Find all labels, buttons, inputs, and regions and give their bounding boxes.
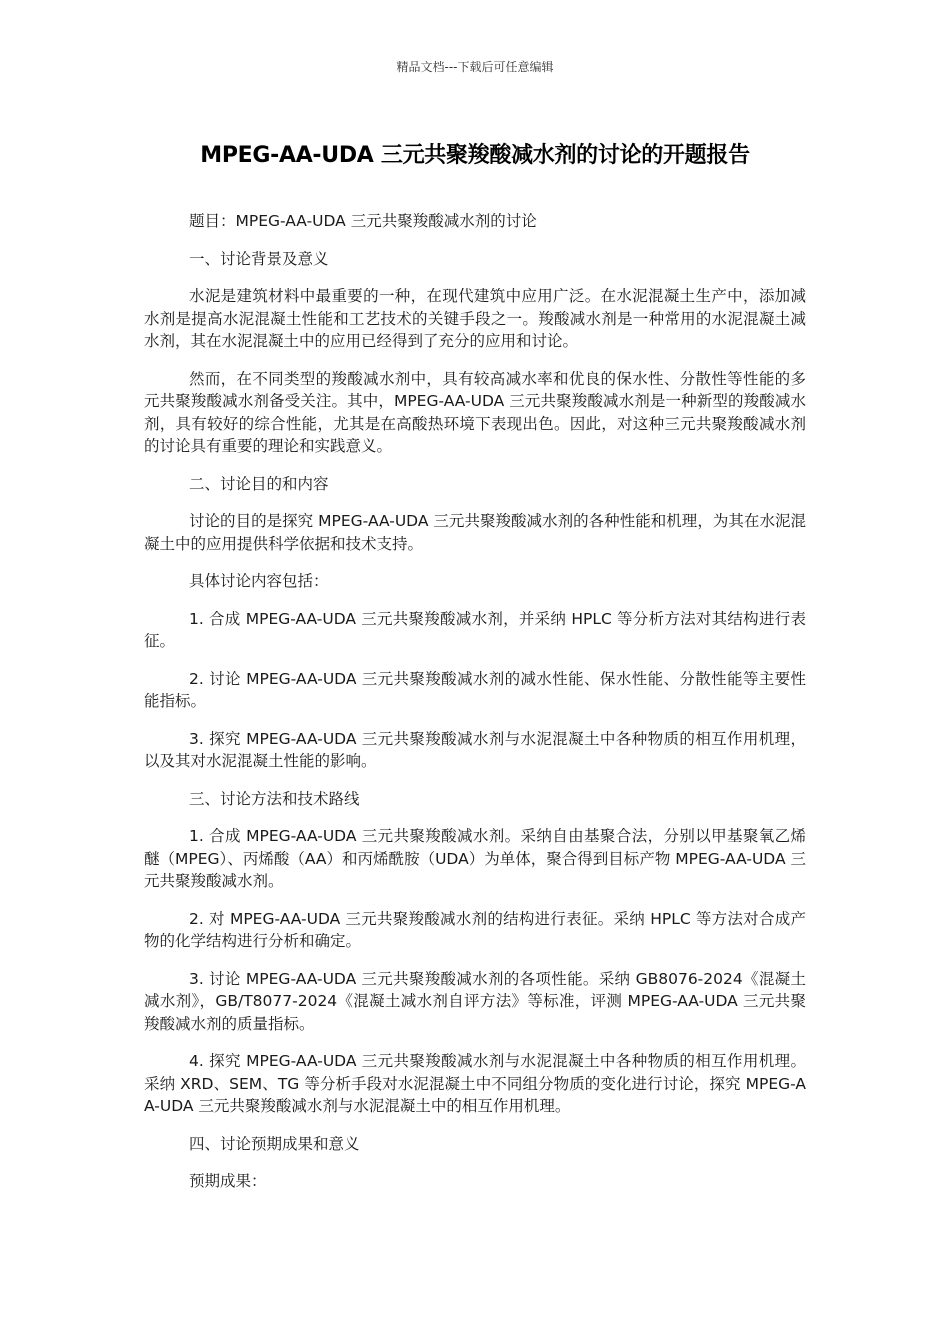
heading-purpose: 二、讨论目的和内容 xyxy=(189,474,329,493)
header-note: 精品文档---下载后可任意编辑 xyxy=(396,60,554,74)
heading-background: 一、讨论背景及意义 xyxy=(189,249,329,268)
list-item-content-1: 1. 合成 MPEG-AA-UDA 三元共聚羧酸减水剂，并采纳 HPLC 等分析方法对其结构进行表征。 xyxy=(144,609,806,650)
paragraph-topic: 题目：MPEG-AA-UDA 三元共聚羧酸减水剂的讨论 xyxy=(189,212,537,230)
list-item-method-3: 3. 讨论 MPEG-AA-UDA 三元共聚羧酸减水剂的各项性能。采纳 GB8076-2024《混凝土减水剂》，GB/T8077-2024《混凝土减水剂自评方法》等标准，评测 MPEG-AA-UDA 三元共聚羧酸减水剂的质量指标。 xyxy=(144,969,806,1033)
paragraph-purpose: 讨论的目的是探究 MPEG-AA-UDA 三元共聚羧酸减水剂的各种性能和机理，为其在水泥混凝土中的应用提供科学依据和技术支持。 xyxy=(144,512,806,553)
document-body xyxy=(144,210,806,1208)
list-item-content-2: 2. 讨论 MPEG-AA-UDA 三元共聚羧酸减水剂的减水性能、保水性能、分散性能等主要性能指标。 xyxy=(144,669,806,710)
heading-outcomes: 四、讨论预期成果和意义 xyxy=(189,1134,360,1153)
paragraph-outcomes-intro: 预期成果： xyxy=(189,1172,267,1190)
heading-methods: 三、讨论方法和技术路线 xyxy=(189,789,360,808)
list-item-method-1: 1. 合成 MPEG-AA-UDA 三元共聚羧酸减水剂。采纳自由基聚合法，分别以甲基聚氧乙烯醚（MPEG）、丙烯酸（AA）和丙烯酰胺（UDA）为单体，聚合得到目标产物 MPEG-AA-UDA 三元共聚羧酸减水剂。 xyxy=(144,827,806,890)
paragraph-background-1: 水泥是建筑材料中最重要的一种，在现代建筑中应用广泛。在水泥混凝土生产中，添加减水剂是提高水泥混凝土性能和工艺技术的关键手段之一。羧酸减水剂是一种常用的水泥混凝土减水剂，其在水泥混凝土中的应用已经得到了充分的应用和讨论。 xyxy=(144,287,806,350)
list-item-method-4: 4. 探究 MPEG-AA-UDA 三元共聚羧酸减水剂与水泥混凝土中各种物质的相互作用机理。采纳 XRD、SEM、TG 等分析手段对水泥混凝土中不同组分物质的变化进行讨论，探究 MPEG-AA-UDA 三元共聚羧酸减水剂与水泥混凝土中的相互作用机理。 xyxy=(144,1052,806,1115)
list-item-content-3: 3. 探究 MPEG-AA-UDA 三元共聚羧酸减水剂与水泥混凝土中各种物质的相互作用机理，以及其对水泥混凝土性能的影响。 xyxy=(144,729,806,770)
paragraph-content-intro: 具体讨论内容包括： xyxy=(189,572,329,590)
paragraph-background-2: 然而，在不同类型的羧酸减水剂中，具有较高减水率和优良的保水性、分散性等性能的多元共聚羧酸减水剂备受关注。其中，MPEG-AA-UDA 三元共聚羧酸减水剂是一种新型的羧酸减水剂，具有较好的综合性能，尤其是在高酸热环境下表现出色。因此，对这种三元共聚羧酸减水剂的讨论具有重要的理论和实践意义。 xyxy=(144,369,806,455)
list-item-method-2: 2. 对 MPEG-AA-UDA 三元共聚羧酸减水剂的结构进行表征。采纳 HPLC 等方法对合成产物的化学结构进行分析和确定。 xyxy=(144,909,806,950)
document-title: MPEG-AA-UDA 三元共聚羧酸减水剂的讨论的开题报告 xyxy=(200,143,750,168)
